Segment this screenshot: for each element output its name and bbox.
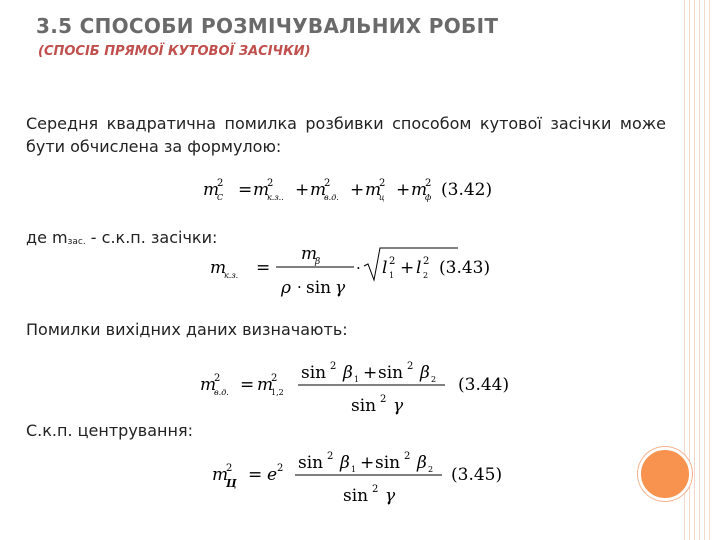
svg-text:γ: γ	[385, 486, 396, 506]
svg-text:=: =	[248, 465, 263, 485]
svg-text:sin: sin	[306, 278, 332, 298]
svg-text:m: m	[310, 180, 327, 200]
svg-text:2: 2	[423, 256, 430, 267]
svg-text:C: C	[217, 193, 224, 202]
svg-text:1: 1	[354, 375, 360, 384]
intro-paragraph: Середня квадратична помилка розбивки способом кутової засічки може бути обчислена за формулою:	[26, 114, 666, 156]
svg-text:2: 2	[271, 373, 278, 384]
svg-text:m: m	[210, 258, 227, 278]
svg-text:2: 2	[217, 178, 224, 189]
svg-text:m: m	[212, 465, 229, 485]
svg-text:β: β	[315, 257, 321, 267]
svg-text:2: 2	[330, 361, 337, 372]
svg-text:Ц: Ц	[226, 477, 237, 490]
svg-text:ц: ц	[379, 193, 385, 202]
svg-text:1,2: 1,2	[271, 388, 284, 397]
formula-number: (3.43)	[439, 258, 491, 278]
svg-text:ρ: ρ	[281, 278, 291, 298]
svg-text:β: β	[343, 363, 353, 383]
svg-text:ф: ф	[425, 193, 432, 202]
formula-number: (3.42)	[441, 180, 493, 200]
where-paragraph: де mзас. - с.к.п. засічки:	[26, 228, 218, 247]
svg-text:e: e	[267, 465, 278, 485]
formula-3-42	[195, 170, 535, 210]
svg-text:m: m	[200, 375, 217, 395]
svg-text:sin: sin	[343, 486, 369, 506]
svg-text:2: 2	[407, 361, 414, 372]
svg-text:m: m	[257, 375, 274, 395]
svg-text:2: 2	[425, 178, 432, 189]
svg-text:=: =	[238, 180, 253, 200]
decorative-circle	[638, 447, 692, 501]
slide-subtitle: (СПОСІБ ПРЯМОЇ КУТОВОЇ ЗАСІЧКИ)	[38, 44, 311, 59]
svg-text:=: =	[256, 258, 271, 278]
svg-text:l: l	[416, 258, 422, 278]
svg-text:2: 2	[423, 271, 429, 280]
svg-text:1: 1	[351, 465, 357, 474]
svg-text:+: +	[360, 453, 375, 473]
svg-text:+: +	[396, 180, 411, 200]
slide-title: 3.5 СПОСОБИ РОЗМІЧУВАЛЬНИХ РОБІТ	[36, 14, 499, 38]
svg-text:в.д.: в.д.	[324, 193, 339, 202]
svg-text:1: 1	[389, 271, 395, 280]
formula-3-45	[210, 444, 530, 514]
svg-text:в.д.: в.д.	[214, 388, 229, 397]
svg-text:2: 2	[277, 463, 284, 474]
svg-text:β: β	[340, 453, 350, 473]
svg-text:sin: sin	[378, 363, 404, 383]
svg-text:2: 2	[389, 256, 396, 267]
svg-text:к.з.: к.з.	[224, 271, 239, 280]
svg-text:γ: γ	[393, 396, 404, 416]
svg-text:sin: sin	[301, 363, 327, 383]
svg-text:2: 2	[404, 451, 411, 462]
svg-text:2: 2	[380, 394, 387, 405]
svg-text:sin: sin	[298, 453, 324, 473]
initial-data-paragraph: Помилки вихідних даних визначають:	[26, 320, 348, 339]
svg-text:2: 2	[214, 373, 221, 384]
svg-text:+: +	[295, 180, 310, 200]
svg-text:2: 2	[324, 178, 331, 189]
svg-text:к.з..: к.з..	[267, 193, 284, 202]
formula-3-43	[208, 240, 528, 304]
svg-text:2: 2	[431, 375, 437, 384]
svg-text:2: 2	[379, 178, 386, 189]
svg-text:l: l	[382, 258, 388, 278]
centering-paragraph: С.к.п. центрування:	[26, 421, 193, 440]
svg-text:+: +	[350, 180, 365, 200]
svg-text:+: +	[400, 258, 415, 278]
svg-text:m: m	[411, 180, 428, 200]
svg-text:sin: sin	[351, 396, 377, 416]
svg-text:·: ·	[297, 278, 302, 296]
svg-text:+: +	[363, 363, 378, 383]
svg-text:2: 2	[372, 484, 379, 495]
svg-text:m: m	[365, 180, 382, 200]
formula-number: (3.44)	[458, 375, 510, 395]
svg-text:m: m	[253, 180, 270, 200]
svg-text:2: 2	[226, 463, 233, 474]
svg-text:·: ·	[356, 259, 361, 277]
svg-text:=: =	[240, 375, 255, 395]
svg-text:sin: sin	[375, 453, 401, 473]
svg-text:β: β	[417, 453, 427, 473]
formula-number: (3.45)	[451, 465, 503, 485]
svg-text:2: 2	[267, 178, 274, 189]
formula-3-44	[195, 354, 525, 424]
svg-text:2: 2	[327, 451, 334, 462]
svg-text:β: β	[420, 363, 430, 383]
svg-text:m: m	[301, 244, 318, 264]
svg-text:m: m	[203, 180, 220, 200]
svg-text:γ: γ	[335, 278, 346, 298]
svg-text:2: 2	[428, 465, 434, 474]
